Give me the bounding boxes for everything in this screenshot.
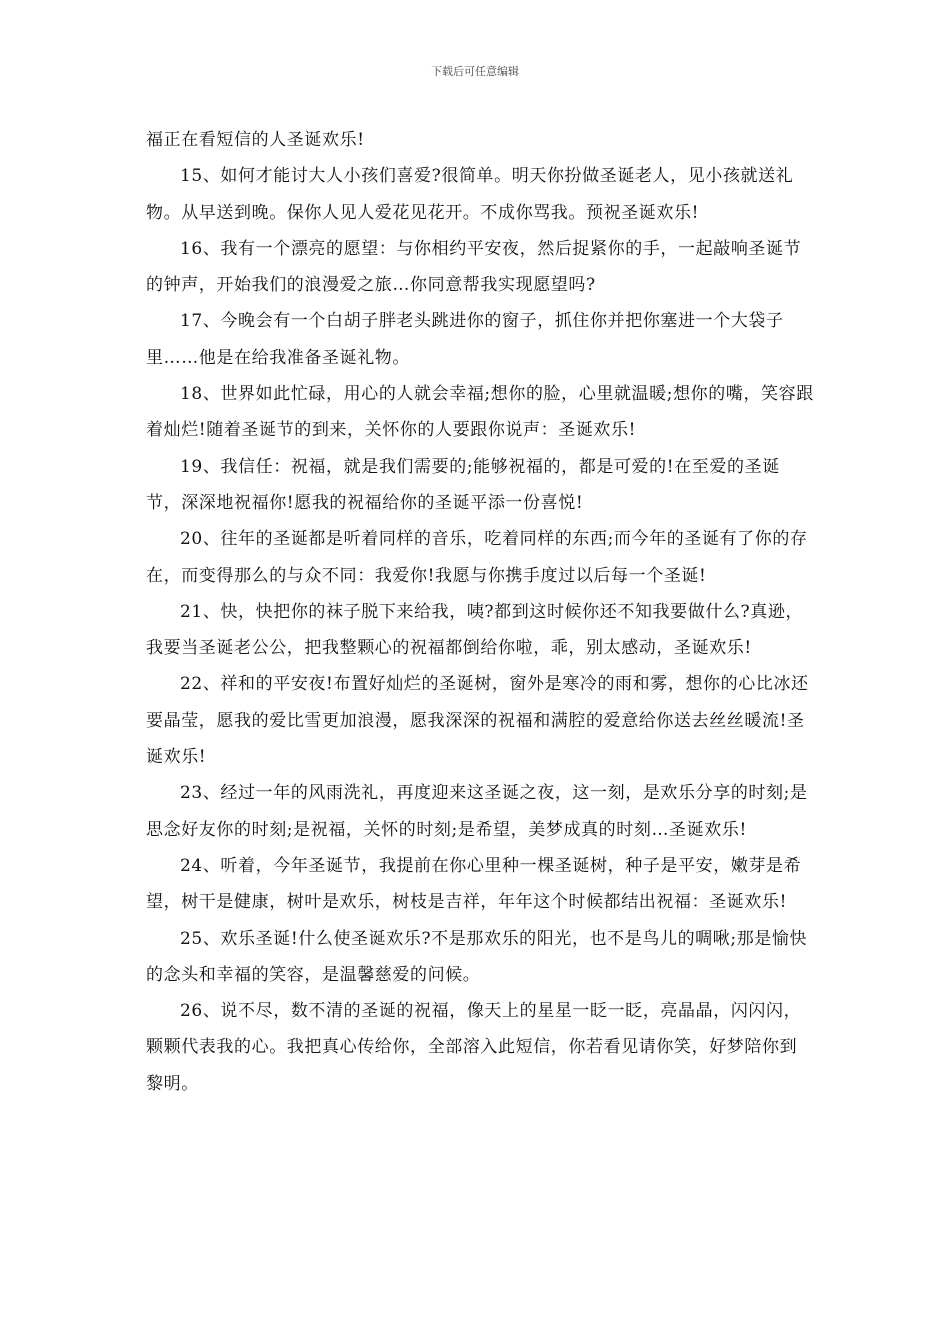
paragraph-17: 17、今晚会有一个白胡子胖老头跳进你的窗子，抓住你并把你塞进一个大袋子里……他是在给我准备圣诞礼物。 <box>146 311 784 368</box>
paragraph-24: 24、听着，今年圣诞节，我提前在你心里种一棵圣诞树，种子是平安，嫩芽是希望，树干是健康，树叶是欢乐，树枝是吉祥，年年这个时候都结出祝福：圣诞欢乐! <box>146 855 802 913</box>
paragraph-16: 16、我有一个漂亮的愿望：与你相约平安夜，然后捉紧你的手，一起敲响圣诞节的钟声，开始我们的浪漫爱之旅…你同意帮我实现愿望吗? <box>146 238 802 296</box>
paragraph-20: 20、往年的圣诞都是听着同样的音乐，吃着同样的东西;而今年的圣诞有了你的存在，而变得那么的与众不同：我爱你!我愿与你携手度过以后每一个圣诞! <box>146 529 808 586</box>
paragraph-19: 19、我信任：祝福，就是我们需要的;能够祝福的，都是可爱的!在至爱的圣诞节，深深地祝福你!愿我的祝福给你的圣诞平添一份喜悦! <box>146 456 780 513</box>
page-header: 下载后可任意编辑 <box>431 65 519 78</box>
paragraph-22: 22、祥和的平安夜!布置好灿烂的圣诞树，窗外是寒冷的雨和雾，想你的心比冰还要晶莹，愿我的爱比雪更加浪漫，愿我深深的祝福和满腔的爱意给你送去丝丝暖流!圣诞欢乐! <box>146 674 809 768</box>
paragraph-15: 15、如何才能讨大人小孩们喜爱?很简单。明天你扮做圣诞老人，见小孩就送礼物。从早送到晚。保你人见人爱花见花开。不成你骂我。预祝圣诞欢乐! <box>146 166 794 223</box>
paragraph-23: 23、经过一年的风雨洗礼，再度迎来这圣诞之夜，这一刻，是欢乐分享的时刻;是思念好友你的时刻;是祝福，关怀的时刻;是希望，美梦成真的时刻…圣诞欢乐! <box>146 783 808 840</box>
paragraph-25: 25、欢乐圣诞!什么使圣诞欢乐?不是那欢乐的阳光，也不是鸟儿的啁啾;那是愉快的念头和幸福的笑容，是温馨慈爱的问候。 <box>146 928 808 985</box>
paragraph-continuation: 福正在看短信的人圣诞欢乐! <box>146 130 365 150</box>
paragraph-26: 26、说不尽，数不清的圣诞的祝福，像天上的星星一眨一眨，亮晶晶，闪闪闪，颗颗代表我的心。我把真心传给你，全部溶入此短信，你若看见请你笑，好梦陪你到黎明。 <box>146 1001 802 1094</box>
paragraph-18: 18、世界如此忙碌，用心的人就会幸福;想你的脸，心里就温暖;想你的嘴，笑容跟着灿烂!随着圣诞节的到来，关怀你的人要跟你说声：圣诞欢乐! <box>146 384 814 441</box>
paragraph-21: 21、快，快把你的袜子脱下来给我，咦?都到这时候你还不知我要做什么?真逊，我要当圣诞老公公，把我整颗心的祝福都倒给你啦，乖，别太感动，圣诞欢乐! <box>146 601 804 659</box>
document-body <box>146 122 814 1102</box>
